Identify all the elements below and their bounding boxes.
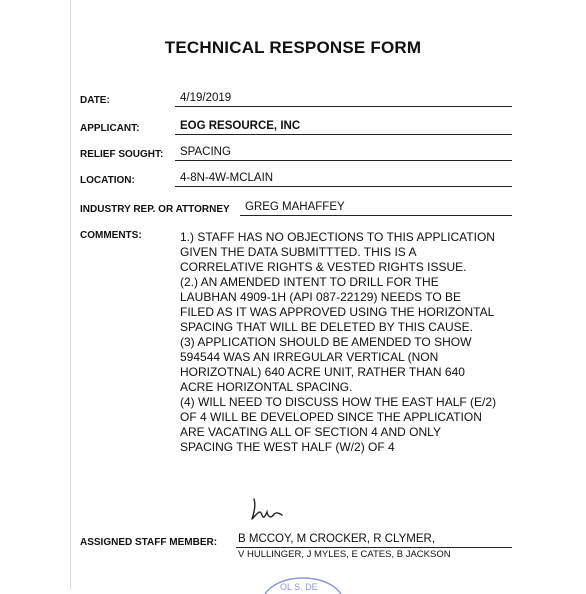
form-title: TECHNICAL RESPONSE FORM xyxy=(164,38,422,57)
applicant-underline xyxy=(175,134,512,135)
staff-underline xyxy=(236,547,512,548)
location-underline xyxy=(175,186,512,187)
date-label: DATE: xyxy=(80,95,110,106)
comments-label: COMMENTS: xyxy=(80,230,142,241)
comments-text: 1.) STAFF HAS NO OBJECTIONS TO THIS APPLICATION GIVEN THE DATA SUBMITTTED. THIS IS A CORRELATIVE RIGHTS & VESTED RIGHTS ISSUE. (2.) AN AMENDED INTENT TO DRILL FOR THE LAUBHAN 4909-1H (API 087-22129) NEEDS TO BE FILED AS IT WAS APPROVED USING THE HORIZONTAL SPACING THAT WILL BE DELETED BY THIS CAUSE. (3) APPLICATION SHOULD BE AMENDED TO SHOW 594544 WAS AN IRREGULAR VERTICAL (NON HORIZOTNAL) 640 ACRE UNIT, RATHER THAN 640 ACRE HORIZONTAL SPACING. (4) WILL NEED TO DISCUSS HOW THE EAST HALF (E/2) OF 4 WILL BE DEVELOPED SINCE THE APPLICATION ARE VACATING ALL OF SECTION 4 AND ONLY SPACING THE WEST HALF (W/2) OF 4 xyxy=(180,230,497,454)
assigned-staff-label: ASSIGNED STAFF MEMBER: xyxy=(80,537,218,548)
relief-sought-underline xyxy=(175,160,512,161)
signature-image xyxy=(248,495,288,525)
industry-rep-underline xyxy=(240,215,512,216)
applicant-value: EOG RESOURCE, INC xyxy=(180,120,301,132)
page-edge-line xyxy=(70,0,71,589)
location-label: LOCATION: xyxy=(80,175,135,186)
date-value: 4/19/2019 xyxy=(180,92,232,104)
location-value: 4-8N-4W-MCLAIN xyxy=(180,172,274,184)
date-underline xyxy=(175,106,512,107)
seal-stamp xyxy=(258,574,348,594)
relief-sought-label: RELIEF SOUGHT: xyxy=(80,149,164,160)
relief-sought-value: SPACING xyxy=(180,146,231,158)
staff-line-2: V HULLINGER, J MYLES, E CATES, B JACKSON xyxy=(238,549,451,560)
staff-line-1: B MCCOY, M CROCKER, R CLYMER, xyxy=(238,533,436,545)
seal-stamp-text: OL S. DE xyxy=(280,582,318,592)
industry-rep-value: GREG MAHAFFEY xyxy=(245,201,345,213)
applicant-label: APPLICANT: xyxy=(80,123,140,134)
industry-rep-label: INDUSTRY REP. OR ATTORNEY xyxy=(80,204,230,215)
